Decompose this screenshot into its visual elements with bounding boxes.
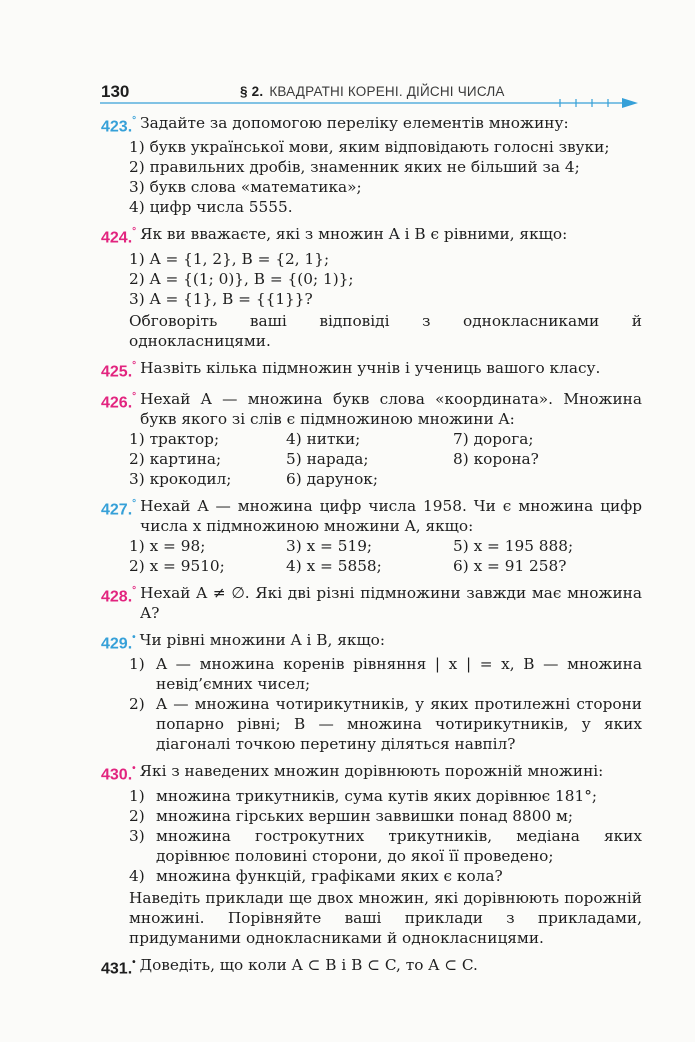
exercise-number: 428.° <box>101 584 137 606</box>
exercise-number: 424.° <box>101 226 137 247</box>
option-item: 7) дорога; <box>453 429 534 448</box>
options-grid <box>101 429 642 489</box>
exercise-prompt: Нехай A — множина цифр числа 1958. Чи є множина цифр числа x підмножиною множини A, якщо: <box>140 496 642 535</box>
option-item: 5) x = 195 888; <box>453 536 574 555</box>
exercise-number: 427.° <box>101 497 137 519</box>
exercise-423 <box>101 113 642 217</box>
list-item: 3) множина гострокутних трикутників, медіана яких дорівнює половині сторони, до якої її проведено; <box>129 826 642 865</box>
exercise-number: 425.° <box>101 359 137 380</box>
exercise-prompt: Нехай A — множина букв слова «координата». Множина букв якого зі слів є підмножиною множини A: <box>140 389 642 428</box>
list-item: 4) множина функцій, графіками яких є кола? <box>129 866 503 885</box>
exercise-number: 431.• <box>101 956 136 977</box>
exercise-list <box>101 113 642 986</box>
exercise-prompt: Чи рівні множини A і B, якщо: <box>139 630 386 649</box>
option-item: 1) трактор; <box>129 429 220 448</box>
list-item: 1) букв української мови, яким відповідають голосні звуки; <box>129 138 610 157</box>
exercise-427 <box>101 496 642 576</box>
option-item: 3) x = 519; <box>286 536 373 555</box>
list-item: 3) букв слова «математика»; <box>129 178 362 197</box>
page-header <box>0 0 695 110</box>
option-item: 6) x = 91 258? <box>453 556 567 575</box>
list-item: 2) множина гірських вершин заввишки понад 8800 м; <box>129 806 574 825</box>
exercise-number: 423.° <box>101 115 137 136</box>
list-item: 2) A = {(1; 0)}, B = {(0; 1)}; <box>129 269 354 288</box>
exercise-prompt: Назвіть кілька підмножин учнів і учениць вашого класу. <box>140 358 601 377</box>
list-item: 1) A — множина коренів рівняння | x | = x, B — множина невід’ємних чисел; <box>129 655 642 694</box>
option-item: 3) крокодил; <box>129 469 232 488</box>
exercise-prompt: Задайте за допомогою переліку елементів множину: <box>140 114 569 132</box>
option-item: 4) нитки; <box>286 429 361 448</box>
exercise-prompt: Які з наведених множин дорівнюють порожній множині: <box>139 762 604 781</box>
option-item: 5) нарада; <box>286 449 369 468</box>
option-item: 8) корона? <box>453 449 539 468</box>
exercise-number: 426.° <box>101 390 137 412</box>
exercise-426 <box>101 389 642 489</box>
page-number: 130 <box>101 82 130 101</box>
exercise-prompt: Як ви вважаєте, які з множин A і B є рівними, якщо: <box>140 225 568 244</box>
exercise-note: Наведіть приклади ще двох множин, які дорівнюють порожній множині. Порівняйте ваші приклади з прикладами, придуманими однокласниками й однокласницями. <box>129 888 642 947</box>
exercise-431 <box>101 955 642 979</box>
option-item: 1) x = 98; <box>129 536 206 555</box>
exercise-429 <box>101 630 642 754</box>
list-item: 4) цифр числа 5555. <box>129 198 293 217</box>
options-grid <box>101 536 642 576</box>
exercise-424 <box>101 224 642 350</box>
option-item: 4) x = 5858; <box>286 556 382 575</box>
exercise-prompt: Нехай A ≠ ∅. Які дві різні підмножини завжди має множина A? <box>140 583 642 622</box>
section-title-text: КВАДРАТНІ КОРЕНІ. ДІЙСНІ ЧИСЛА <box>269 84 505 99</box>
option-item: 2) x = 9510; <box>129 556 225 575</box>
list-item: 2) A — множина чотирикутників, у яких протилежні сторони попарно рівні; B — множина чотирикутників, у яких діагоналі точкою перетину діляться навпіл? <box>129 695 642 754</box>
header-arrow-rule <box>100 97 640 109</box>
option-item: 2) картина; <box>129 449 222 468</box>
exercise-430 <box>101 761 642 947</box>
exercise-425 <box>101 358 642 382</box>
exercise-prompt: Доведіть, що коли A ⊂ B і B ⊂ C, то A ⊂ C. <box>139 955 478 974</box>
list-item: 1) множина трикутників, сума кутів яких дорівнює 181°; <box>129 786 598 805</box>
section-symbol: § 2. <box>240 84 264 99</box>
exercise-number: 429.• <box>101 631 136 653</box>
exercise-note: Обговоріть ваші відповіді з однокласниками й однокласницями. <box>129 311 642 350</box>
list-item: 2) правильних дробів, знаменник яких не більший за 4; <box>129 158 580 177</box>
option-item: 6) дарунок; <box>286 469 379 488</box>
list-item: 1) A = {1, 2}, B = {2, 1}; <box>129 249 330 268</box>
list-item: 3) A = {1}, B = {{1}}? <box>129 289 313 308</box>
exercise-number: 430.• <box>101 763 136 784</box>
exercise-428 <box>101 583 642 623</box>
